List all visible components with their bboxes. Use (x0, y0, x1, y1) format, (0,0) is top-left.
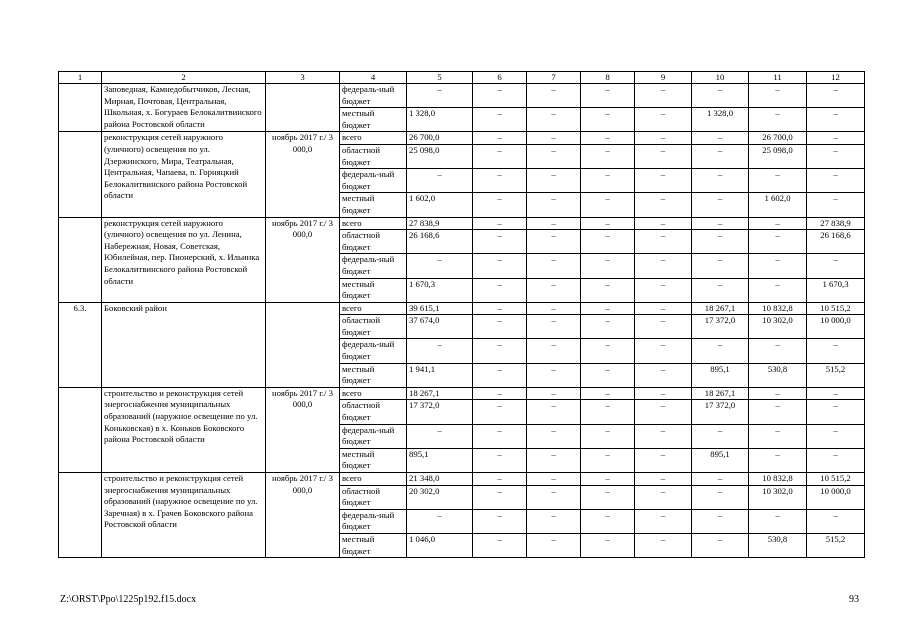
amount-cell: – (527, 254, 581, 278)
term-capacity (266, 84, 340, 132)
amount-cell: – (635, 193, 692, 217)
amount-cell: – (473, 302, 527, 315)
amount-cell: – (692, 533, 749, 557)
amount-cell: – (527, 400, 581, 424)
amount-cell: – (473, 193, 527, 217)
item-number (59, 217, 102, 302)
amount-cell: – (692, 424, 749, 448)
amount-cell: – (635, 387, 692, 400)
table-row (59, 302, 865, 315)
amount-cell: – (527, 509, 581, 533)
funding-source: федераль-ный бюджет (340, 169, 407, 193)
column-header: 11 (749, 72, 807, 84)
amount-cell: – (807, 448, 865, 472)
amount-cell: 17 372,0 (407, 400, 473, 424)
column-header: 4 (340, 72, 407, 84)
amount-cell: – (581, 144, 635, 168)
funding-source: областной бюджет (340, 144, 407, 168)
amount-cell: – (807, 144, 865, 168)
amount-cell: – (581, 108, 635, 132)
amount-cell: – (692, 254, 749, 278)
amount-cell: – (473, 339, 527, 363)
amount-cell: – (407, 424, 473, 448)
funding-source: федераль-ный бюджет (340, 509, 407, 533)
amount-cell: – (581, 400, 635, 424)
amount-cell: – (581, 315, 635, 339)
amount-cell: – (473, 132, 527, 145)
amount-cell: – (692, 144, 749, 168)
amount-cell: 1 670,3 (407, 278, 473, 302)
amount-cell: – (807, 84, 865, 108)
amount-cell: – (473, 315, 527, 339)
amount-cell: – (581, 230, 635, 254)
amount-cell: – (807, 254, 865, 278)
item-number (59, 132, 102, 217)
amount-cell: – (692, 132, 749, 145)
funding-source: федераль-ный бюджет (340, 84, 407, 108)
amount-cell: – (749, 169, 807, 193)
amount-cell: 515,2 (807, 533, 865, 557)
funding-source: местный бюджет (340, 193, 407, 217)
amount-cell: – (527, 387, 581, 400)
amount-cell: – (807, 339, 865, 363)
amount-cell: – (527, 315, 581, 339)
amount-cell: 1 602,0 (407, 193, 473, 217)
item-number (59, 84, 102, 132)
term-capacity: ноябрь 2017 г./ 3 000,0 (266, 387, 340, 472)
amount-cell: 10 000,0 (807, 485, 865, 509)
table-row (59, 217, 865, 230)
amount-cell: – (473, 533, 527, 557)
amount-cell: – (635, 339, 692, 363)
amount-cell: – (581, 84, 635, 108)
amount-cell: – (635, 485, 692, 509)
amount-cell: 27 838,9 (807, 217, 865, 230)
funding-source: местный бюджет (340, 363, 407, 387)
amount-cell: – (692, 473, 749, 486)
amount-cell: – (473, 400, 527, 424)
amount-cell: 1 328,0 (692, 108, 749, 132)
object-name: строительство и реконструкция сетей энергоснабжения муниципальных образований (наружное освещение по ул. Коньковская) в х. Коньков Боковского района Ростовской области (102, 387, 266, 472)
amount-cell: – (473, 230, 527, 254)
funding-source: областной бюджет (340, 400, 407, 424)
amount-cell: – (473, 485, 527, 509)
amount-cell: – (749, 254, 807, 278)
amount-cell: – (527, 144, 581, 168)
amount-cell: 10 000,0 (807, 315, 865, 339)
amount-cell: – (692, 217, 749, 230)
term-capacity: ноябрь 2017 г./ 3 000,0 (266, 132, 340, 217)
amount-cell: – (581, 217, 635, 230)
amount-cell: – (635, 217, 692, 230)
amount-cell: – (807, 400, 865, 424)
amount-cell: – (407, 84, 473, 108)
amount-cell: 530,8 (749, 533, 807, 557)
amount-cell: 18 267,1 (692, 387, 749, 400)
amount-cell: – (527, 84, 581, 108)
column-header: 3 (266, 72, 340, 84)
footer-file-path: Z:\ORST\Ppo\1225p192.f15.docx (60, 594, 197, 605)
amount-cell: 18 267,1 (407, 387, 473, 400)
amount-cell: – (527, 533, 581, 557)
item-number: 6.3. (59, 302, 102, 387)
amount-cell: – (635, 254, 692, 278)
amount-cell: – (527, 339, 581, 363)
table-row (59, 387, 865, 400)
object-name: реконструкция сетей наружного (уличного) освещения по ул. Дзержинского, Мира, Театральная, Центральная, Чапаева, п. Горняцкий Белокалитвинского района Ростовской области (102, 132, 266, 217)
amount-cell: – (527, 485, 581, 509)
amount-cell: – (749, 108, 807, 132)
amount-cell: – (473, 448, 527, 472)
amount-cell: 1 670,3 (807, 278, 865, 302)
amount-cell: – (692, 278, 749, 302)
funding-source: всего (340, 132, 407, 145)
amount-cell: – (581, 509, 635, 533)
amount-cell: – (407, 509, 473, 533)
amount-cell: 26 168,6 (807, 230, 865, 254)
amount-cell: 10 832,8 (749, 302, 807, 315)
amount-cell: – (749, 278, 807, 302)
table-row (59, 473, 865, 486)
amount-cell: – (635, 132, 692, 145)
amount-cell: – (635, 473, 692, 486)
item-number (59, 473, 102, 558)
amount-cell: 895,1 (692, 363, 749, 387)
amount-cell: 895,1 (407, 448, 473, 472)
amount-cell: – (581, 278, 635, 302)
column-header: 7 (527, 72, 581, 84)
funding-source: местный бюджет (340, 278, 407, 302)
amount-cell: – (692, 509, 749, 533)
amount-cell: – (581, 448, 635, 472)
funding-source: местный бюджет (340, 448, 407, 472)
amount-cell: – (581, 363, 635, 387)
funding-source: областной бюджет (340, 485, 407, 509)
amount-cell: – (473, 108, 527, 132)
amount-cell: – (581, 424, 635, 448)
amount-cell: 26 168,6 (407, 230, 473, 254)
amount-cell: – (581, 387, 635, 400)
amount-cell: – (473, 84, 527, 108)
amount-cell: – (473, 278, 527, 302)
budget-table (58, 71, 865, 558)
amount-cell: – (635, 533, 692, 557)
funding-source: федераль-ный бюджет (340, 254, 407, 278)
amount-cell: – (692, 169, 749, 193)
term-capacity: ноябрь 2017 г./ 3 000,0 (266, 473, 340, 558)
table-header-row (59, 72, 865, 84)
column-header: 6 (473, 72, 527, 84)
amount-cell: – (581, 473, 635, 486)
column-header: 12 (807, 72, 865, 84)
amount-cell: – (527, 278, 581, 302)
amount-cell: – (749, 84, 807, 108)
amount-cell: – (635, 363, 692, 387)
amount-cell: – (692, 230, 749, 254)
amount-cell: – (635, 509, 692, 533)
amount-cell: – (581, 193, 635, 217)
amount-cell: – (635, 448, 692, 472)
amount-cell: – (473, 169, 527, 193)
amount-cell: – (527, 230, 581, 254)
funding-source: всего (340, 473, 407, 486)
amount-cell: 530,8 (749, 363, 807, 387)
amount-cell: 10 302,0 (749, 485, 807, 509)
amount-cell: – (527, 448, 581, 472)
column-header: 9 (635, 72, 692, 84)
amount-cell: – (635, 84, 692, 108)
funding-source: федераль-ный бюджет (340, 339, 407, 363)
funding-source: всего (340, 217, 407, 230)
amount-cell: – (527, 108, 581, 132)
amount-cell: – (473, 144, 527, 168)
amount-cell: 21 348,0 (407, 473, 473, 486)
column-header: 5 (407, 72, 473, 84)
amount-cell: – (473, 509, 527, 533)
amount-cell: – (527, 424, 581, 448)
amount-cell: – (749, 217, 807, 230)
amount-cell: – (635, 424, 692, 448)
amount-cell: 37 674,0 (407, 315, 473, 339)
amount-cell: – (407, 339, 473, 363)
amount-cell: 10 302,0 (749, 315, 807, 339)
amount-cell: – (692, 84, 749, 108)
amount-cell: – (527, 169, 581, 193)
amount-cell: 26 700,0 (749, 132, 807, 145)
column-header: 2 (102, 72, 266, 84)
amount-cell: – (473, 424, 527, 448)
amount-cell: – (635, 230, 692, 254)
amount-cell: – (527, 473, 581, 486)
term-capacity (266, 302, 340, 387)
amount-cell: – (581, 485, 635, 509)
funding-source: местный бюджет (340, 108, 407, 132)
amount-cell: – (581, 169, 635, 193)
table-row (59, 132, 865, 145)
amount-cell: – (749, 448, 807, 472)
object-name: реконструкция сетей наружного (уличного) освещения по ул. Ленина, Набережная, Новая, Советская, Юбилейная, пер. Пионерский, х. Ильинка Белокалитвинского района Ростовской области (102, 217, 266, 302)
amount-cell: 26 700,0 (407, 132, 473, 145)
column-header: 10 (692, 72, 749, 84)
amount-cell: 10 515,2 (807, 473, 865, 486)
amount-cell: – (807, 108, 865, 132)
amount-cell: – (527, 217, 581, 230)
amount-cell: 17 372,0 (692, 315, 749, 339)
table-body (59, 84, 865, 558)
funding-source: федераль-ный бюджет (340, 424, 407, 448)
amount-cell: 17 372,0 (692, 400, 749, 424)
amount-cell: – (692, 193, 749, 217)
funding-source: всего (340, 387, 407, 400)
amount-cell: 18 267,1 (692, 302, 749, 315)
amount-cell: – (473, 254, 527, 278)
amount-cell: – (749, 230, 807, 254)
amount-cell: 1 046,0 (407, 533, 473, 557)
amount-cell: – (749, 339, 807, 363)
amount-cell: – (581, 302, 635, 315)
amount-cell: – (635, 315, 692, 339)
amount-cell: – (407, 254, 473, 278)
amount-cell: – (807, 193, 865, 217)
amount-cell: 25 098,0 (749, 144, 807, 168)
page-number: 93 (849, 594, 859, 605)
amount-cell: 1 602,0 (749, 193, 807, 217)
amount-cell: – (635, 278, 692, 302)
amount-cell: 10 832,8 (749, 473, 807, 486)
amount-cell: – (807, 509, 865, 533)
amount-cell: 27 838,9 (407, 217, 473, 230)
amount-cell: 25 098,0 (407, 144, 473, 168)
amount-cell: – (807, 424, 865, 448)
funding-source: областной бюджет (340, 230, 407, 254)
amount-cell: 895,1 (692, 448, 749, 472)
amount-cell: – (749, 387, 807, 400)
amount-cell: – (407, 169, 473, 193)
column-header: 8 (581, 72, 635, 84)
amount-cell: – (635, 108, 692, 132)
amount-cell: 1 941,1 (407, 363, 473, 387)
amount-cell: – (473, 387, 527, 400)
amount-cell: – (581, 339, 635, 363)
amount-cell: 515,2 (807, 363, 865, 387)
amount-cell: – (635, 144, 692, 168)
funding-source: местный бюджет (340, 533, 407, 557)
amount-cell: – (807, 132, 865, 145)
funding-source: всего (340, 302, 407, 315)
object-name: Заповедная, Камнедобытчиков, Лесная, Мирная, Почтовая, Центральная, Школьная, х. Богураев Белокалитвинского района Ростовской области (102, 84, 266, 132)
amount-cell: – (692, 485, 749, 509)
object-name: строительство и реконструкция сетей энергоснабжения муниципальных образований (наружное освещение по ул. Заречная) в х. Грачев Боковского района Ростовской области (102, 473, 266, 558)
amount-cell: – (473, 217, 527, 230)
amount-cell: – (692, 339, 749, 363)
amount-cell: 10 515,2 (807, 302, 865, 315)
column-header: 1 (59, 72, 102, 84)
amount-cell: – (581, 254, 635, 278)
amount-cell: 39 615,1 (407, 302, 473, 315)
amount-cell: 20 302,0 (407, 485, 473, 509)
amount-cell: – (635, 302, 692, 315)
amount-cell: – (581, 132, 635, 145)
amount-cell: – (473, 473, 527, 486)
amount-cell: – (807, 169, 865, 193)
amount-cell: – (527, 193, 581, 217)
amount-cell: – (527, 363, 581, 387)
amount-cell: – (527, 132, 581, 145)
funding-source: областной бюджет (340, 315, 407, 339)
amount-cell: – (635, 169, 692, 193)
amount-cell: – (527, 302, 581, 315)
term-capacity: ноябрь 2017 г./ 3 000,0 (266, 217, 340, 302)
item-number (59, 387, 102, 472)
amount-cell: – (749, 400, 807, 424)
amount-cell: – (749, 424, 807, 448)
amount-cell: – (807, 387, 865, 400)
object-name: Боковский район (102, 302, 266, 387)
amount-cell: – (581, 533, 635, 557)
table-row (59, 84, 865, 108)
amount-cell: 1 328,0 (407, 108, 473, 132)
amount-cell: – (749, 509, 807, 533)
amount-cell: – (635, 400, 692, 424)
amount-cell: – (473, 363, 527, 387)
